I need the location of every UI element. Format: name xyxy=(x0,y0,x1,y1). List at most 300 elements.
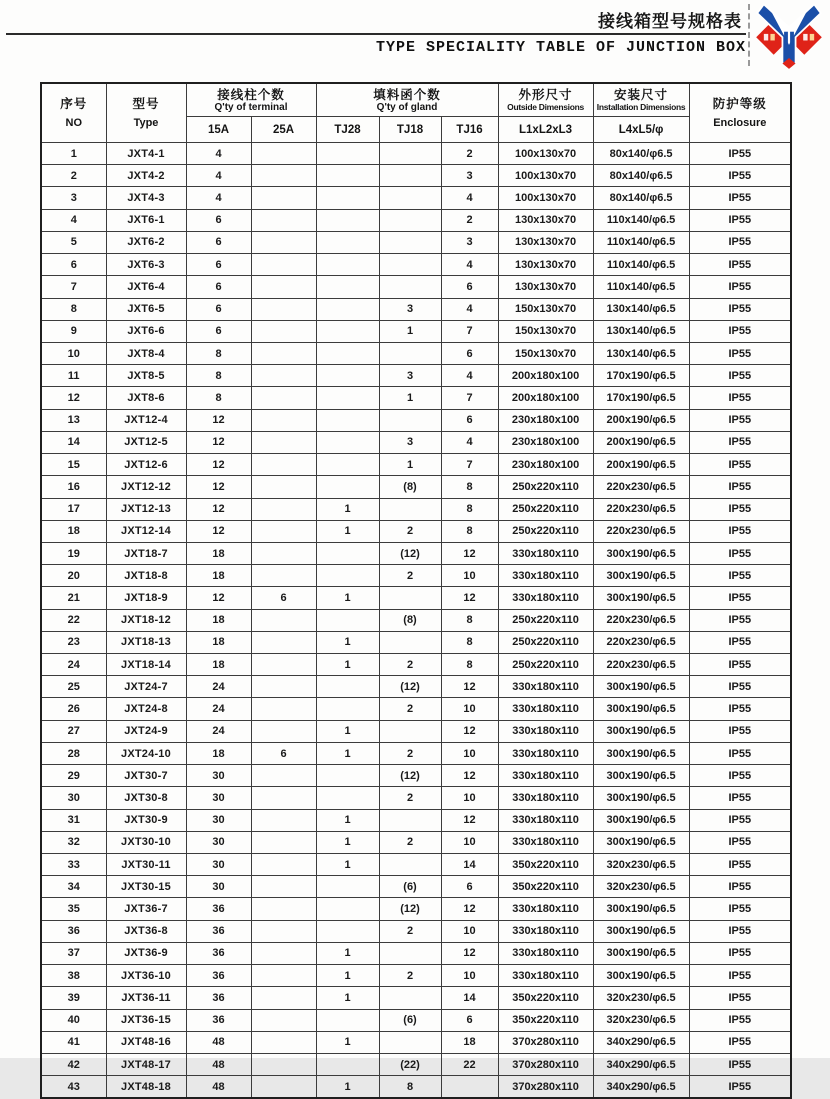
cell-no: 22 xyxy=(41,609,106,631)
cell-outside: 150x130x70 xyxy=(498,320,593,342)
cell-enclosure: IP55 xyxy=(689,1031,791,1053)
cell-tj18 xyxy=(379,231,441,253)
cell-enclosure: IP55 xyxy=(689,342,791,364)
cell-type: JXT18-9 xyxy=(106,587,186,609)
cell-install: 300x190/φ6.5 xyxy=(593,965,689,987)
cell-tj18 xyxy=(379,942,441,964)
cell-type: JXT48-16 xyxy=(106,1031,186,1053)
cell-enclosure: IP55 xyxy=(689,298,791,320)
cell-tj16: 18 xyxy=(441,1031,498,1053)
cell-no: 24 xyxy=(41,654,106,676)
cell-no: 11 xyxy=(41,365,106,387)
cell-15a: 18 xyxy=(186,631,251,653)
cell-enclosure: IP55 xyxy=(689,254,791,276)
cell-install: 110x140/φ6.5 xyxy=(593,231,689,253)
cell-15a: 24 xyxy=(186,676,251,698)
cell-15a: 12 xyxy=(186,587,251,609)
cell-15a: 30 xyxy=(186,809,251,831)
cell-25a: 6 xyxy=(251,587,316,609)
cell-install: 300x190/φ6.5 xyxy=(593,942,689,964)
cell-type: JXT36-11 xyxy=(106,987,186,1009)
cell-tj28: 1 xyxy=(316,831,379,853)
cell-25a xyxy=(251,609,316,631)
table-row xyxy=(41,965,791,987)
cell-tj16: 7 xyxy=(441,454,498,476)
cell-tj28 xyxy=(316,787,379,809)
cell-25a xyxy=(251,1053,316,1075)
cell-tj28 xyxy=(316,876,379,898)
cell-25a xyxy=(251,631,316,653)
cell-tj16: 12 xyxy=(441,542,498,564)
subcol-15a: 15A xyxy=(186,117,251,143)
col-header-install-zh: 安装尺寸 xyxy=(614,87,669,102)
cell-install: 220x230/φ6.5 xyxy=(593,498,689,520)
cell-type: JXT24-10 xyxy=(106,742,186,764)
cell-outside: 100x130x70 xyxy=(498,187,593,209)
cell-install: 320x230/φ6.5 xyxy=(593,854,689,876)
cell-15a: 36 xyxy=(186,920,251,942)
cell-tj28 xyxy=(316,476,379,498)
cell-outside: 100x130x70 xyxy=(498,165,593,187)
cell-enclosure: IP55 xyxy=(689,920,791,942)
cell-no: 14 xyxy=(41,431,106,453)
table-row xyxy=(41,876,791,898)
cell-15a: 30 xyxy=(186,765,251,787)
cell-tj18 xyxy=(379,631,441,653)
table-row xyxy=(41,520,791,542)
table-row xyxy=(41,342,791,364)
cell-25a: 6 xyxy=(251,742,316,764)
cell-outside: 200x180x100 xyxy=(498,365,593,387)
cell-tj18 xyxy=(379,276,441,298)
cell-type: JXT12-14 xyxy=(106,520,186,542)
cell-enclosure: IP55 xyxy=(689,809,791,831)
cell-enclosure: IP55 xyxy=(689,1053,791,1075)
cell-tj28 xyxy=(316,409,379,431)
cell-no: 16 xyxy=(41,476,106,498)
table-row xyxy=(41,920,791,942)
col-header-terminal-zh: 接线柱个数 xyxy=(217,87,285,102)
cell-15a: 6 xyxy=(186,320,251,342)
cell-25a xyxy=(251,854,316,876)
cell-tj28 xyxy=(316,276,379,298)
cell-outside: 350x220x110 xyxy=(498,854,593,876)
cell-tj18 xyxy=(379,987,441,1009)
cell-tj18 xyxy=(379,498,441,520)
cell-install: 340x290/φ6.5 xyxy=(593,1031,689,1053)
cell-tj18: (12) xyxy=(379,676,441,698)
cell-install: 200x190/φ6.5 xyxy=(593,409,689,431)
cell-15a: 12 xyxy=(186,476,251,498)
cell-15a: 4 xyxy=(186,187,251,209)
cell-type: JXT6-6 xyxy=(106,320,186,342)
cell-15a: 18 xyxy=(186,742,251,764)
cell-no: 26 xyxy=(41,698,106,720)
cell-no: 42 xyxy=(41,1053,106,1075)
cell-tj18: 3 xyxy=(379,365,441,387)
cell-no: 30 xyxy=(41,787,106,809)
col-header-terminal-en: Q'ty of terminal xyxy=(214,101,288,113)
cell-tj16: 12 xyxy=(441,765,498,787)
cell-15a: 48 xyxy=(186,1031,251,1053)
cell-install: 300x190/φ6.5 xyxy=(593,720,689,742)
cell-25a xyxy=(251,765,316,787)
cell-no: 41 xyxy=(41,1031,106,1053)
cell-outside: 370x280x110 xyxy=(498,1053,593,1075)
cell-tj28 xyxy=(316,165,379,187)
cell-enclosure: IP55 xyxy=(689,742,791,764)
cell-tj18 xyxy=(379,1031,441,1053)
cell-no: 19 xyxy=(41,542,106,564)
cell-install: 200x190/φ6.5 xyxy=(593,454,689,476)
cell-tj16: 10 xyxy=(441,920,498,942)
cell-outside: 100x130x70 xyxy=(498,143,593,165)
cell-tj18 xyxy=(379,720,441,742)
cell-enclosure: IP55 xyxy=(689,454,791,476)
col-header-gland-en: Q'ty of gland xyxy=(376,101,438,113)
cell-25a xyxy=(251,409,316,431)
cell-tj16: 12 xyxy=(441,942,498,964)
cell-tj18 xyxy=(379,254,441,276)
table-row xyxy=(41,631,791,653)
cell-enclosure: IP55 xyxy=(689,542,791,564)
cell-25a xyxy=(251,831,316,853)
cell-tj18 xyxy=(379,409,441,431)
cell-install: 80x140/φ6.5 xyxy=(593,143,689,165)
cell-tj28 xyxy=(316,254,379,276)
cell-tj16: 12 xyxy=(441,809,498,831)
cell-enclosure: IP55 xyxy=(689,431,791,453)
logo-separator xyxy=(748,4,750,66)
cell-tj28: 1 xyxy=(316,520,379,542)
cell-enclosure: IP55 xyxy=(689,831,791,853)
cell-tj18: (8) xyxy=(379,476,441,498)
cell-tj18 xyxy=(379,854,441,876)
cell-install: 80x140/φ6.5 xyxy=(593,187,689,209)
cell-type: JXT6-1 xyxy=(106,209,186,231)
cell-outside: 330x180x110 xyxy=(498,831,593,853)
cell-install: 170x190/φ6.5 xyxy=(593,387,689,409)
cell-no: 36 xyxy=(41,920,106,942)
cell-no: 20 xyxy=(41,565,106,587)
cell-type: JXT12-6 xyxy=(106,454,186,476)
cell-tj16: 14 xyxy=(441,854,498,876)
table-row xyxy=(41,987,791,1009)
cell-type: JXT12-4 xyxy=(106,409,186,431)
cell-type: JXT30-7 xyxy=(106,765,186,787)
cell-no: 34 xyxy=(41,876,106,898)
cell-15a: 18 xyxy=(186,542,251,564)
cell-tj18: 2 xyxy=(379,565,441,587)
cell-tj18: (12) xyxy=(379,542,441,564)
cell-install: 220x230/φ6.5 xyxy=(593,476,689,498)
cell-25a xyxy=(251,1031,316,1053)
cell-outside: 130x130x70 xyxy=(498,254,593,276)
cell-tj28: 1 xyxy=(316,498,379,520)
cell-25a xyxy=(251,276,316,298)
cell-install: 300x190/φ6.5 xyxy=(593,831,689,853)
cell-15a: 18 xyxy=(186,654,251,676)
cell-tj18: 2 xyxy=(379,965,441,987)
cell-tj16: 2 xyxy=(441,143,498,165)
cell-no: 39 xyxy=(41,987,106,1009)
cell-25a xyxy=(251,431,316,453)
cell-15a: 12 xyxy=(186,498,251,520)
cell-no: 21 xyxy=(41,587,106,609)
cell-no: 3 xyxy=(41,187,106,209)
cell-15a: 6 xyxy=(186,209,251,231)
cell-15a: 24 xyxy=(186,698,251,720)
cell-15a: 12 xyxy=(186,409,251,431)
col-header-enclosure-en: Enclosure xyxy=(713,117,767,129)
cell-tj28 xyxy=(316,898,379,920)
cell-type: JXT18-13 xyxy=(106,631,186,653)
cell-tj18: (22) xyxy=(379,1053,441,1075)
cell-tj18: (12) xyxy=(379,898,441,920)
cell-enclosure: IP55 xyxy=(689,387,791,409)
cell-tj18 xyxy=(379,209,441,231)
cell-outside: 150x130x70 xyxy=(498,298,593,320)
cell-tj16: 8 xyxy=(441,520,498,542)
cell-outside: 250x220x110 xyxy=(498,476,593,498)
cell-25a xyxy=(251,965,316,987)
cell-tj18 xyxy=(379,187,441,209)
cell-enclosure: IP55 xyxy=(689,209,791,231)
cell-tj18: 2 xyxy=(379,698,441,720)
cell-15a: 8 xyxy=(186,342,251,364)
cell-tj18: 1 xyxy=(379,387,441,409)
table-row xyxy=(41,231,791,253)
cell-install: 220x230/φ6.5 xyxy=(593,654,689,676)
table-row xyxy=(41,787,791,809)
cell-15a: 36 xyxy=(186,987,251,1009)
cell-25a xyxy=(251,876,316,898)
cell-tj16: 22 xyxy=(441,1053,498,1075)
cell-tj28 xyxy=(316,698,379,720)
cell-type: JXT8-4 xyxy=(106,342,186,364)
cell-no: 25 xyxy=(41,676,106,698)
cell-outside: 130x130x70 xyxy=(498,209,593,231)
cell-15a: 8 xyxy=(186,365,251,387)
cell-outside: 330x180x110 xyxy=(498,698,593,720)
cell-install: 300x190/φ6.5 xyxy=(593,565,689,587)
cell-tj16: 12 xyxy=(441,587,498,609)
cell-tj16: 10 xyxy=(441,698,498,720)
cell-install: 300x190/φ6.5 xyxy=(593,898,689,920)
cell-tj16 xyxy=(441,1076,498,1099)
col-header-outside-zh: 外形尺寸 xyxy=(518,87,573,102)
cell-outside: 230x180x100 xyxy=(498,454,593,476)
cell-install: 300x190/φ6.5 xyxy=(593,676,689,698)
cell-outside: 370x280x110 xyxy=(498,1031,593,1053)
cell-enclosure: IP55 xyxy=(689,476,791,498)
cell-15a: 30 xyxy=(186,854,251,876)
cell-install: 300x190/φ6.5 xyxy=(593,809,689,831)
cell-tj28: 1 xyxy=(316,1076,379,1099)
subcol-tj28: TJ28 xyxy=(316,117,379,143)
cell-25a xyxy=(251,1076,316,1099)
cell-15a: 36 xyxy=(186,1009,251,1031)
cell-no: 40 xyxy=(41,1009,106,1031)
cell-tj28 xyxy=(316,387,379,409)
cell-no: 7 xyxy=(41,276,106,298)
cell-install: 300x190/φ6.5 xyxy=(593,587,689,609)
cell-type: JXT30-8 xyxy=(106,787,186,809)
cell-25a xyxy=(251,542,316,564)
cell-install: 130x140/φ6.5 xyxy=(593,298,689,320)
table-row xyxy=(41,942,791,964)
cell-outside: 330x180x110 xyxy=(498,787,593,809)
table-row xyxy=(41,387,791,409)
cell-type: JXT18-14 xyxy=(106,654,186,676)
cell-outside: 350x220x110 xyxy=(498,987,593,1009)
cell-enclosure: IP55 xyxy=(689,609,791,631)
cell-type: JXT4-2 xyxy=(106,165,186,187)
cell-tj28: 1 xyxy=(316,654,379,676)
cell-tj18: 3 xyxy=(379,298,441,320)
cell-tj18 xyxy=(379,809,441,831)
col-header-no xyxy=(41,83,106,143)
cell-tj16: 12 xyxy=(441,676,498,698)
cell-type: JXT24-9 xyxy=(106,720,186,742)
cell-25a xyxy=(251,898,316,920)
cell-outside: 130x130x70 xyxy=(498,231,593,253)
cell-tj28 xyxy=(316,187,379,209)
col-header-no-zh: 序号 xyxy=(60,97,88,111)
cell-15a: 6 xyxy=(186,231,251,253)
cell-15a: 36 xyxy=(186,965,251,987)
cell-25a xyxy=(251,987,316,1009)
cell-enclosure: IP55 xyxy=(689,231,791,253)
cell-type: JXT12-5 xyxy=(106,431,186,453)
cell-enclosure: IP55 xyxy=(689,854,791,876)
cell-type: JXT18-12 xyxy=(106,609,186,631)
cell-tj18 xyxy=(379,342,441,364)
cell-tj18: 8 xyxy=(379,1076,441,1099)
cell-15a: 18 xyxy=(186,565,251,587)
cell-outside: 330x180x110 xyxy=(498,742,593,764)
cell-15a: 30 xyxy=(186,831,251,853)
cell-tj28 xyxy=(316,231,379,253)
cell-tj16: 7 xyxy=(441,320,498,342)
cell-15a: 36 xyxy=(186,942,251,964)
cell-outside: 250x220x110 xyxy=(498,631,593,653)
cell-enclosure: IP55 xyxy=(689,409,791,431)
cell-tj28 xyxy=(316,431,379,453)
cell-15a: 12 xyxy=(186,454,251,476)
cell-tj28 xyxy=(316,565,379,587)
cell-25a xyxy=(251,720,316,742)
cell-tj28: 1 xyxy=(316,987,379,1009)
cell-enclosure: IP55 xyxy=(689,1009,791,1031)
col-header-type-zh: 型号 xyxy=(132,97,160,111)
cell-install: 110x140/φ6.5 xyxy=(593,254,689,276)
table-row xyxy=(41,587,791,609)
table-row xyxy=(41,809,791,831)
cell-install: 220x230/φ6.5 xyxy=(593,520,689,542)
cell-tj28 xyxy=(316,676,379,698)
cell-tj16: 6 xyxy=(441,409,498,431)
col-header-install xyxy=(593,83,689,117)
table-row xyxy=(41,143,791,165)
table-row xyxy=(41,187,791,209)
col-header-type xyxy=(106,83,186,143)
table-row xyxy=(41,765,791,787)
cell-install: 130x140/φ6.5 xyxy=(593,320,689,342)
cell-15a: 48 xyxy=(186,1076,251,1099)
cell-type: JXT36-9 xyxy=(106,942,186,964)
cell-type: JXT24-8 xyxy=(106,698,186,720)
cell-25a xyxy=(251,165,316,187)
cell-tj16: 4 xyxy=(441,187,498,209)
cell-15a: 18 xyxy=(186,609,251,631)
cell-15a: 30 xyxy=(186,876,251,898)
brand-logo-icon xyxy=(754,1,824,69)
page-title-en: TYPE SPECIALITY TABLE OF JUNCTION BOX xyxy=(375,39,746,56)
cell-outside: 250x220x110 xyxy=(498,520,593,542)
table-row xyxy=(41,409,791,431)
table-row xyxy=(41,254,791,276)
cell-25a xyxy=(251,676,316,698)
cell-enclosure: IP55 xyxy=(689,187,791,209)
cell-tj16: 10 xyxy=(441,787,498,809)
cell-tj16: 6 xyxy=(441,1009,498,1031)
cell-no: 31 xyxy=(41,809,106,831)
cell-type: JXT18-7 xyxy=(106,542,186,564)
cell-no: 33 xyxy=(41,854,106,876)
cell-outside: 330x180x110 xyxy=(498,898,593,920)
cell-outside: 330x180x110 xyxy=(498,965,593,987)
cell-outside: 330x180x110 xyxy=(498,920,593,942)
cell-enclosure: IP55 xyxy=(689,720,791,742)
cell-tj28 xyxy=(316,365,379,387)
cell-15a: 4 xyxy=(186,165,251,187)
cell-15a: 30 xyxy=(186,787,251,809)
cell-15a: 6 xyxy=(186,298,251,320)
cell-25a xyxy=(251,498,316,520)
cell-15a: 4 xyxy=(186,143,251,165)
cell-tj28: 1 xyxy=(316,720,379,742)
cell-type: JXT30-10 xyxy=(106,831,186,853)
cell-tj18: 2 xyxy=(379,831,441,853)
cell-tj16: 4 xyxy=(441,365,498,387)
table-row xyxy=(41,476,791,498)
table-row xyxy=(41,1031,791,1053)
cell-enclosure: IP55 xyxy=(689,587,791,609)
cell-tj18: (6) xyxy=(379,876,441,898)
cell-install: 300x190/φ6.5 xyxy=(593,920,689,942)
cell-tj28 xyxy=(316,765,379,787)
cell-25a xyxy=(251,476,316,498)
title-divider xyxy=(6,33,746,35)
cell-tj28 xyxy=(316,542,379,564)
cell-tj18: 2 xyxy=(379,520,441,542)
cell-25a xyxy=(251,342,316,364)
cell-no: 12 xyxy=(41,387,106,409)
cell-type: JXT36-15 xyxy=(106,1009,186,1031)
cell-outside: 130x130x70 xyxy=(498,276,593,298)
table-row xyxy=(41,831,791,853)
table-row xyxy=(41,1053,791,1075)
cell-25a xyxy=(251,565,316,587)
cell-tj16: 8 xyxy=(441,631,498,653)
cell-no: 15 xyxy=(41,454,106,476)
cell-tj16: 12 xyxy=(441,898,498,920)
cell-tj18: 1 xyxy=(379,454,441,476)
cell-tj28 xyxy=(316,342,379,364)
subcol-tj16: TJ16 xyxy=(441,117,498,143)
cell-tj28: 1 xyxy=(316,809,379,831)
